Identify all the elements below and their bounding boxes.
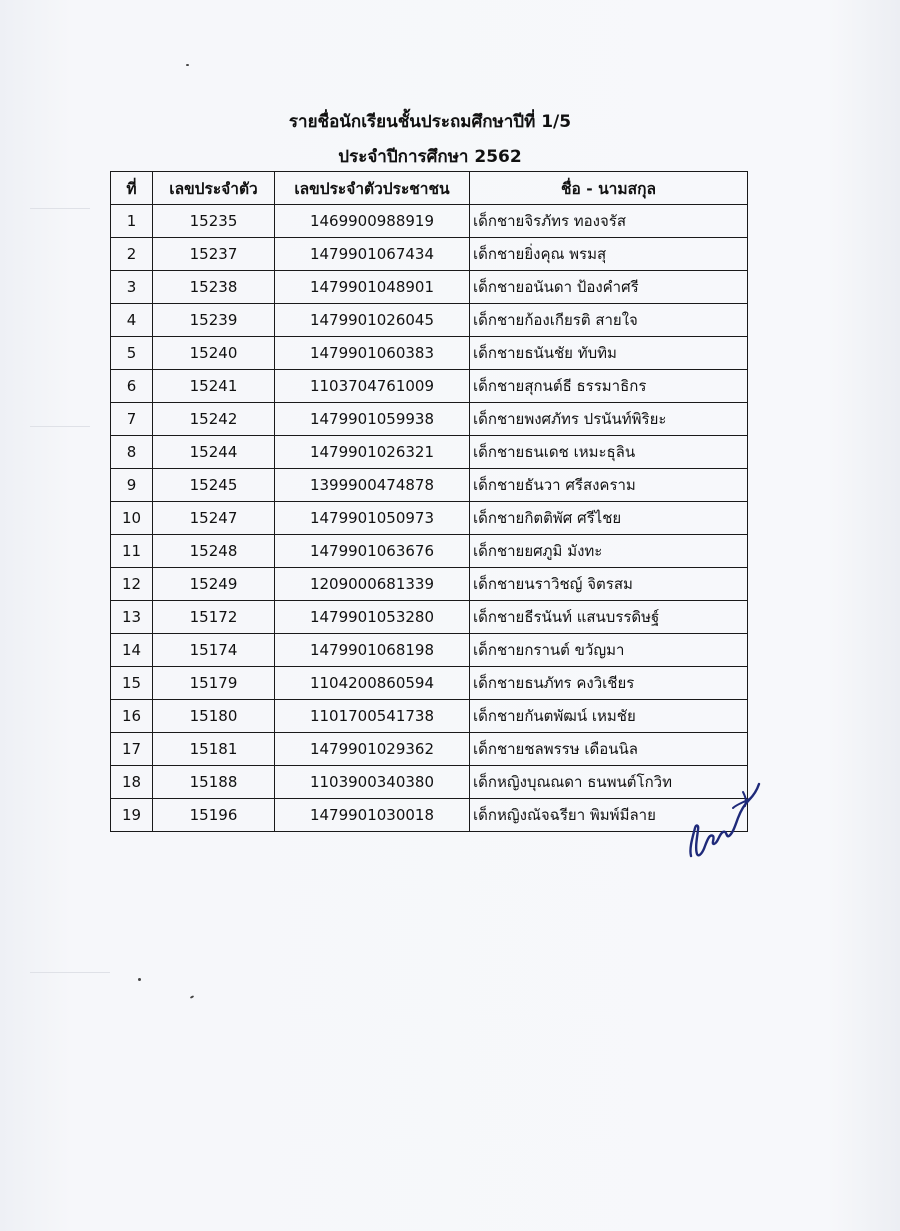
citizen-id-cell: 1103704761009 [275, 370, 470, 403]
student-name-cell: เด็กชายกันตพัฒน์ เหมชัย [470, 700, 748, 733]
student-id-cell: 15180 [153, 700, 275, 733]
citizen-id-cell: 1479901026045 [275, 304, 470, 337]
citizen-id-cell: 1479901030018 [275, 799, 470, 832]
student-name-cell: เด็กชายจิรภัทร ทองจรัส [470, 205, 748, 238]
student-id-cell: 15239 [153, 304, 275, 337]
student-name-cell: เด็กชายธนันชัย ทับทิม [470, 337, 748, 370]
document-title: รายชื่อนักเรียนชั้นประถมศึกษาปีที่ 1/5 [288, 112, 572, 132]
table-row [111, 799, 748, 832]
row-number: 19 [111, 799, 153, 832]
scan-speck [186, 64, 189, 66]
citizen-id-cell: 1479901053280 [275, 601, 470, 634]
row-number: 7 [111, 403, 153, 436]
header-full-name: ชื่อ - นามสกุล [470, 172, 748, 205]
row-number: 17 [111, 733, 153, 766]
table-row [111, 337, 748, 370]
student-name-cell: เด็กชายยศภูมิ มังทะ [470, 535, 748, 568]
student-id-cell: 15245 [153, 469, 275, 502]
student-name-cell: เด็กชายอนันดา ป้องคำศรี [470, 271, 748, 304]
student-id-cell: 15188 [153, 766, 275, 799]
citizen-id-cell: 1479901048901 [275, 271, 470, 304]
student-name-cell: เด็กชายธนเดช เหมะธุลิน [470, 436, 748, 469]
row-number: 6 [111, 370, 153, 403]
student-id-cell: 15235 [153, 205, 275, 238]
row-number: 8 [111, 436, 153, 469]
row-number: 4 [111, 304, 153, 337]
table-row [111, 502, 748, 535]
row-number: 12 [111, 568, 153, 601]
citizen-id-cell: 1209000681339 [275, 568, 470, 601]
header-student-id: เลขประจำตัว [153, 172, 275, 205]
citizen-id-cell: 1479901067434 [275, 238, 470, 271]
citizen-id-cell: 1479901060383 [275, 337, 470, 370]
student-id-cell: 15240 [153, 337, 275, 370]
row-number: 10 [111, 502, 153, 535]
table-row [111, 700, 748, 733]
table-body [111, 205, 748, 832]
table-row [111, 403, 748, 436]
table-row [111, 601, 748, 634]
citizen-id-cell: 1479901050973 [275, 502, 470, 535]
handwritten-signature [683, 778, 763, 868]
student-id-cell: 15196 [153, 799, 275, 832]
citizen-id-cell: 1104200860594 [275, 667, 470, 700]
student-name-cell: เด็กชายพงศภัทร ปรนันท์พิริยะ [470, 403, 748, 436]
citizen-id-cell: 1479901059938 [275, 403, 470, 436]
table-row [111, 304, 748, 337]
scan-artifact [30, 208, 90, 209]
student-id-cell: 15181 [153, 733, 275, 766]
student-id-cell: 15247 [153, 502, 275, 535]
student-name-cell: เด็กชายกรานต์ ขวัญมา [470, 634, 748, 667]
table-row [111, 238, 748, 271]
row-number: 9 [111, 469, 153, 502]
header-number: ที่ [111, 172, 153, 205]
row-number: 3 [111, 271, 153, 304]
table-row [111, 535, 748, 568]
student-id-cell: 15241 [153, 370, 275, 403]
scan-speck [138, 978, 141, 981]
row-number: 18 [111, 766, 153, 799]
student-id-cell: 15249 [153, 568, 275, 601]
table-row [111, 733, 748, 766]
student-name-cell: เด็กชายสุกนต์ธี ธรรมาธิกร [470, 370, 748, 403]
row-number: 2 [111, 238, 153, 271]
row-number: 15 [111, 667, 153, 700]
citizen-id-cell: 1479901026321 [275, 436, 470, 469]
student-id-cell: 15238 [153, 271, 275, 304]
student-id-cell: 15242 [153, 403, 275, 436]
student-id-cell: 15172 [153, 601, 275, 634]
table-header-row [111, 172, 748, 205]
student-name-cell: เด็กชายธันวา ศรีสงคราม [470, 469, 748, 502]
header-citizen-id: เลขประจำตัวประชาชน [275, 172, 470, 205]
document-subtitle: ประจำปีการศึกษา 2562 [338, 147, 522, 167]
scan-speck [190, 995, 194, 999]
student-name-cell: เด็กชายนราวิชญ์ จิตรสม [470, 568, 748, 601]
student-id-cell: 15179 [153, 667, 275, 700]
row-number: 5 [111, 337, 153, 370]
student-name-cell: เด็กชายธีรนันท์ แสนบรรดิษฐ์ [470, 601, 748, 634]
student-name-cell: เด็กหญิงณัจฉรียา พิมพ์มีลาย [470, 799, 748, 832]
student-name-cell: เด็กชายธนภัทร คงวิเชียร [470, 667, 748, 700]
citizen-id-cell: 1399900474878 [275, 469, 470, 502]
table-row [111, 568, 748, 601]
student-name-cell: เด็กหญิงบุณณดา ธนพนต์โกวิท [470, 766, 748, 799]
table-row [111, 205, 748, 238]
student-name-cell: เด็กชายชลพรรษ เดือนนิล [470, 733, 748, 766]
student-name-cell: เด็กชายกิตติพัศ ศรีไชย [470, 502, 748, 535]
table-row [111, 634, 748, 667]
student-id-cell: 15237 [153, 238, 275, 271]
citizen-id-cell: 1469900988919 [275, 205, 470, 238]
table-row [111, 436, 748, 469]
citizen-id-cell: 1479901063676 [275, 535, 470, 568]
scan-artifact [30, 972, 110, 973]
student-name-cell: เด็กชายก้องเกียรติ สายใจ [470, 304, 748, 337]
student-roster-table [110, 171, 748, 832]
table-row [111, 370, 748, 403]
citizen-id-cell: 1101700541738 [275, 700, 470, 733]
table-row [111, 766, 748, 799]
citizen-id-cell: 1479901068198 [275, 634, 470, 667]
scan-artifact [30, 426, 90, 427]
table-row [111, 469, 748, 502]
student-id-cell: 15174 [153, 634, 275, 667]
row-number: 11 [111, 535, 153, 568]
student-id-cell: 15248 [153, 535, 275, 568]
row-number: 16 [111, 700, 153, 733]
row-number: 14 [111, 634, 153, 667]
citizen-id-cell: 1479901029362 [275, 733, 470, 766]
row-number: 13 [111, 601, 153, 634]
table-row [111, 271, 748, 304]
student-id-cell: 15244 [153, 436, 275, 469]
table-row [111, 667, 748, 700]
student-name-cell: เด็กชายยิ่งคุณ พรมสุ [470, 238, 748, 271]
row-number: 1 [111, 205, 153, 238]
citizen-id-cell: 1103900340380 [275, 766, 470, 799]
